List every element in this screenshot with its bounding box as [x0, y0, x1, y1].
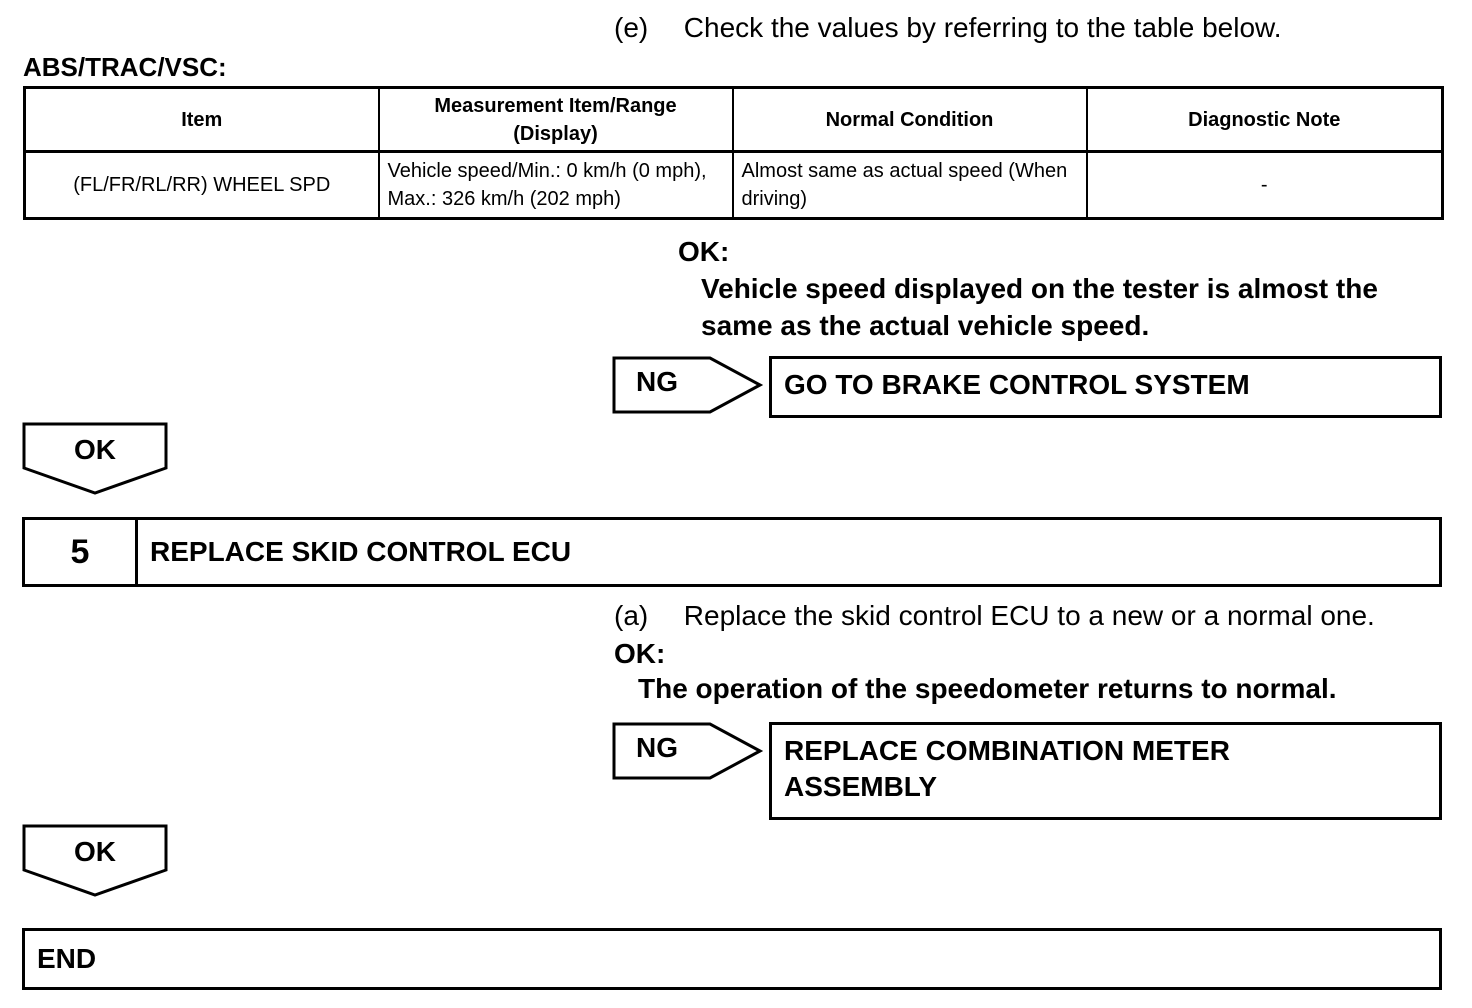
- ok-criteria-1-text: Vehicle speed displayed on the tester is almost the same as the actual vehicle speed.: [701, 273, 1378, 341]
- step-5-box: [22, 517, 1442, 587]
- step-e-text: Check the values by referring to the table below.: [683, 12, 1282, 43]
- step-a-marker: (a): [614, 600, 649, 631]
- step-number: 5: [25, 520, 138, 584]
- cell-item: (FL/FR/RL/RR) WHEEL SPD: [25, 152, 379, 219]
- step-e-marker: (e): [614, 12, 649, 43]
- data-table: [23, 86, 1444, 220]
- ng-arrow-2: [612, 722, 764, 780]
- step-title: REPLACE SKID CONTROL ECU: [150, 536, 572, 567]
- step-a-text: Replace the skid control ECU to a new or a normal one.: [683, 600, 1375, 631]
- end-label: END: [37, 943, 97, 974]
- header-normal-condition: Normal Condition: [733, 88, 1087, 152]
- ok-criteria-1-label: OK:: [678, 236, 730, 267]
- header-item: Item: [25, 88, 379, 152]
- cell-diagnostic-note: -: [1087, 152, 1443, 219]
- ng-label-2: NG: [636, 732, 678, 763]
- ng-arrow-1: [612, 356, 764, 414]
- step-e: [614, 12, 1281, 44]
- ng-label-1: NG: [636, 366, 678, 397]
- cell-normal-condition: Almost same as actual speed (When driving): [733, 152, 1087, 219]
- table-row: [25, 152, 1443, 219]
- ok-criteria-2-text: The operation of the speedometer returns to normal.: [638, 673, 1337, 704]
- header-measurement: Measurement Item/Range (Display): [379, 88, 733, 152]
- table-header-row: [25, 88, 1443, 152]
- step-a: [614, 600, 1375, 632]
- ng-action-2: REPLACE COMBINATION METER ASSEMBLY: [769, 722, 1442, 820]
- section-label: ABS/TRAC/VSC:: [23, 52, 227, 82]
- header-diagnostic-note: Diagnostic Note: [1087, 88, 1443, 152]
- ok-flow-label-1: OK: [74, 434, 116, 465]
- cell-measurement: Vehicle speed/Min.: 0 km/h (0 mph), Max.: 326 km/h (202 mph): [379, 152, 733, 219]
- ng-action-1: GO TO BRAKE CONTROL SYSTEM: [769, 356, 1442, 418]
- ok-flow-label-2: OK: [74, 836, 116, 867]
- end-box: [22, 928, 1442, 990]
- ok-criteria-2-label: OK:: [614, 638, 666, 669]
